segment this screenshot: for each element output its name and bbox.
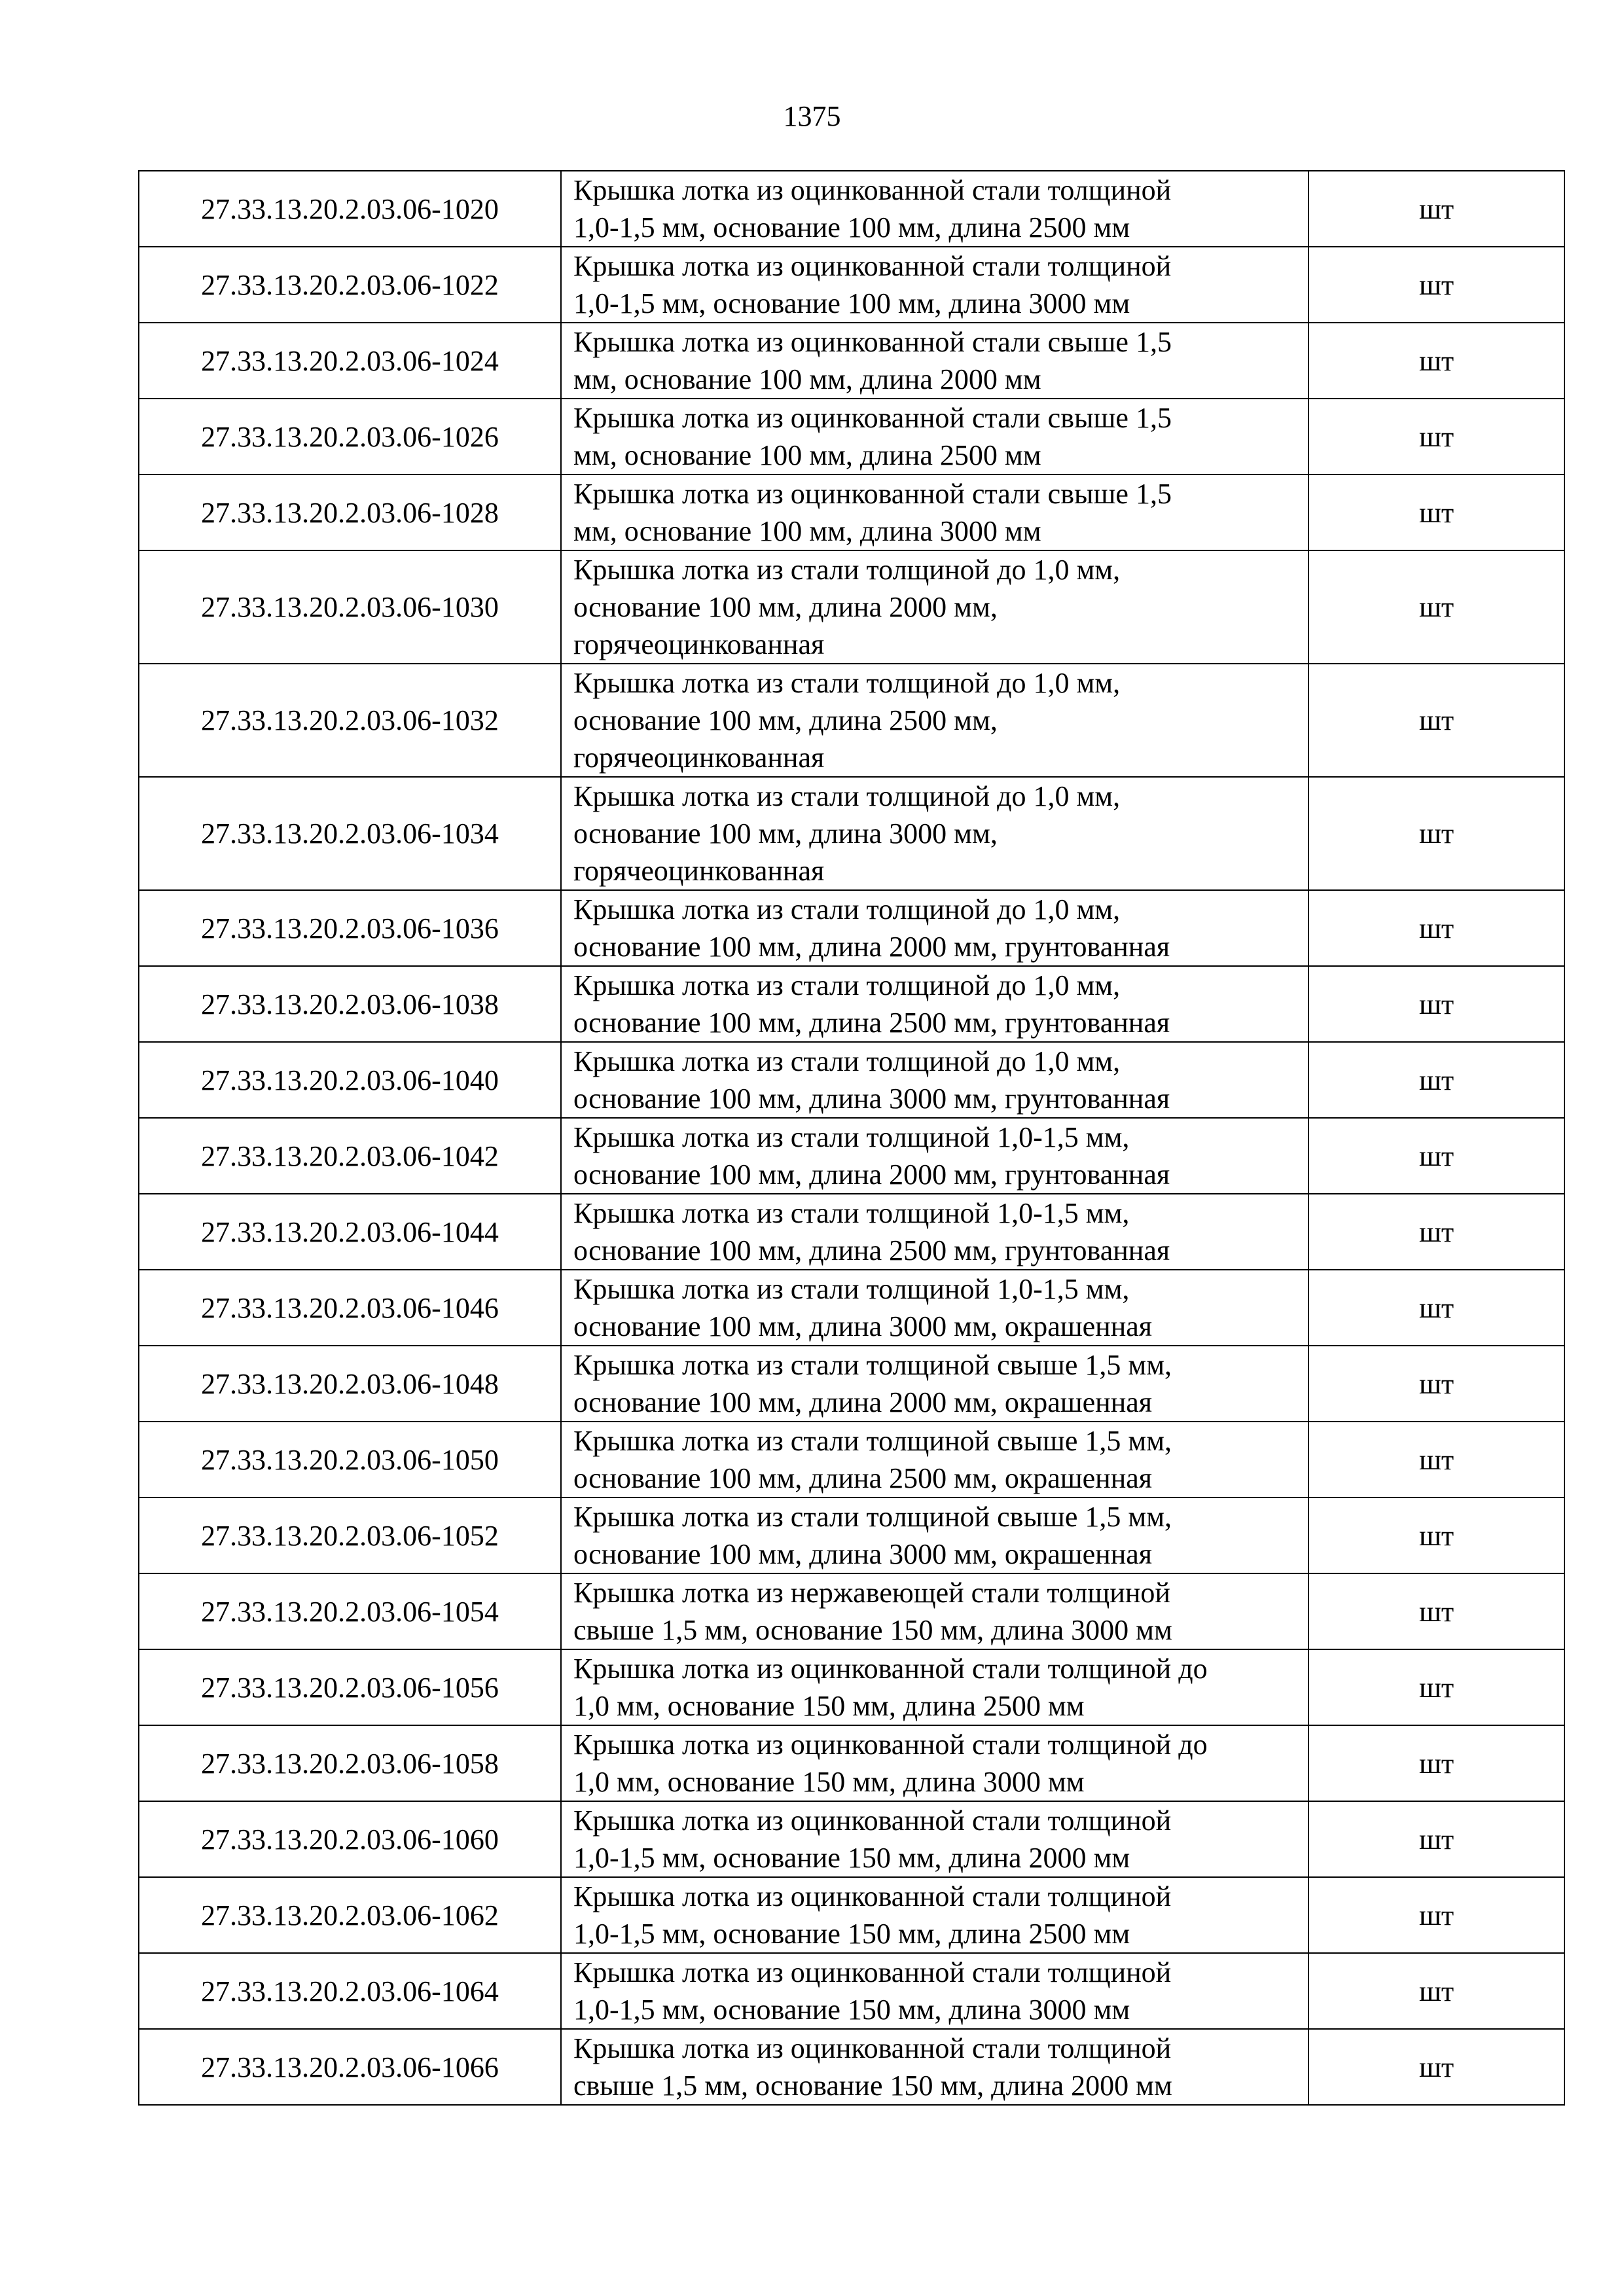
unit-cell: шт	[1308, 1801, 1564, 1877]
code-cell: 27.33.13.20.2.03.06-1066	[139, 2029, 561, 2105]
name-cell: Крышка лотка из стали толщиной свыше 1,5 мм, основание 100 мм, длина 2000 мм, окрашенная	[561, 1346, 1308, 1422]
table-row	[139, 1573, 1564, 1649]
code-cell: 27.33.13.20.2.03.06-1024	[139, 323, 561, 399]
name-cell: Крышка лотка из оцинкованной стали толщиной свыше 1,5 мм, основание 150 мм, длина 2000 мм	[561, 2029, 1308, 2105]
table-row	[139, 2029, 1564, 2105]
code-cell: 27.33.13.20.2.03.06-1032	[139, 664, 561, 777]
name-cell: Крышка лотка из оцинкованной стали толщиной 1,0-1,5 мм, основание 100 мм, длина 3000 мм	[561, 247, 1308, 323]
name-cell: Крышка лотка из оцинкованной стали толщиной 1,0-1,5 мм, основание 100 мм, длина 2500 мм	[561, 171, 1308, 247]
table-row	[139, 1725, 1564, 1801]
name-cell: Крышка лотка из оцинкованной стали свыше 1,5 мм, основание 100 мм, длина 2000 мм	[561, 323, 1308, 399]
code-cell: 27.33.13.20.2.03.06-1054	[139, 1573, 561, 1649]
name-cell: Крышка лотка из стали толщиной до 1,0 мм, основание 100 мм, длина 2500 мм, грунтованная	[561, 966, 1308, 1042]
name-cell: Крышка лотка из стали толщиной 1,0-1,5 мм, основание 100 мм, длина 3000 мм, окрашенная	[561, 1270, 1308, 1346]
table-row	[139, 1194, 1564, 1270]
name-cell: Крышка лотка из нержавеющей стали толщиной свыше 1,5 мм, основание 150 мм, длина 3000 мм	[561, 1573, 1308, 1649]
unit-cell: шт	[1308, 1270, 1564, 1346]
name-cell: Крышка лотка из оцинкованной стали свыше 1,5 мм, основание 100 мм, длина 3000 мм	[561, 475, 1308, 550]
table-row	[139, 1801, 1564, 1877]
unit-cell: шт	[1308, 777, 1564, 890]
table-row	[139, 323, 1564, 399]
unit-cell: шт	[1308, 1118, 1564, 1194]
table-row	[139, 1346, 1564, 1422]
table-row	[139, 1118, 1564, 1194]
unit-cell: шт	[1308, 1725, 1564, 1801]
code-cell: 27.33.13.20.2.03.06-1036	[139, 890, 561, 966]
code-cell: 27.33.13.20.2.03.06-1040	[139, 1042, 561, 1118]
unit-cell: шт	[1308, 475, 1564, 550]
table-row	[139, 171, 1564, 247]
unit-cell: шт	[1308, 1877, 1564, 1953]
code-cell: 27.33.13.20.2.03.06-1052	[139, 1498, 561, 1573]
name-cell: Крышка лотка из стали толщиной до 1,0 мм, основание 100 мм, длина 2000 мм, горячеоцинкованная	[561, 550, 1308, 664]
unit-cell: шт	[1308, 399, 1564, 475]
table-row	[139, 550, 1564, 664]
table-row	[139, 1270, 1564, 1346]
name-cell: Крышка лотка из стали толщиной до 1,0 мм, основание 100 мм, длина 3000 мм, горячеоцинкованная	[561, 777, 1308, 890]
unit-cell: шт	[1308, 2029, 1564, 2105]
name-cell: Крышка лотка из оцинкованной стали толщиной до 1,0 мм, основание 150 мм, длина 3000 мм	[561, 1725, 1308, 1801]
unit-cell: шт	[1308, 1422, 1564, 1498]
code-cell: 27.33.13.20.2.03.06-1048	[139, 1346, 561, 1422]
unit-cell: шт	[1308, 1649, 1564, 1725]
unit-cell: шт	[1308, 550, 1564, 664]
name-cell: Крышка лотка из оцинкованной стали толщиной 1,0-1,5 мм, основание 150 мм, длина 2500 мм	[561, 1877, 1308, 1953]
unit-cell: шт	[1308, 966, 1564, 1042]
code-cell: 27.33.13.20.2.03.06-1058	[139, 1725, 561, 1801]
code-cell: 27.33.13.20.2.03.06-1060	[139, 1801, 561, 1877]
unit-cell: шт	[1308, 323, 1564, 399]
code-cell: 27.33.13.20.2.03.06-1046	[139, 1270, 561, 1346]
unit-cell: шт	[1308, 664, 1564, 777]
code-cell: 27.33.13.20.2.03.06-1030	[139, 550, 561, 664]
code-cell: 27.33.13.20.2.03.06-1050	[139, 1422, 561, 1498]
unit-cell: шт	[1308, 1346, 1564, 1422]
table-row	[139, 1422, 1564, 1498]
name-cell: Крышка лотка из оцинкованной стали толщиной до 1,0 мм, основание 150 мм, длина 2500 мм	[561, 1649, 1308, 1725]
name-cell: Крышка лотка из стали толщиной свыше 1,5 мм, основание 100 мм, длина 2500 мм, окрашенная	[561, 1422, 1308, 1498]
table-row	[139, 1042, 1564, 1118]
code-cell: 27.33.13.20.2.03.06-1064	[139, 1953, 561, 2029]
name-cell: Крышка лотка из стали толщиной до 1,0 мм, основание 100 мм, длина 3000 мм, грунтованная	[561, 1042, 1308, 1118]
code-cell: 27.33.13.20.2.03.06-1038	[139, 966, 561, 1042]
name-cell: Крышка лотка из оцинкованной стали свыше 1,5 мм, основание 100 мм, длина 2500 мм	[561, 399, 1308, 475]
table-body	[139, 171, 1564, 2105]
code-cell: 27.33.13.20.2.03.06-1026	[139, 399, 561, 475]
code-cell: 27.33.13.20.2.03.06-1028	[139, 475, 561, 550]
unit-cell: шт	[1308, 1573, 1564, 1649]
unit-cell: шт	[1308, 890, 1564, 966]
unit-cell: шт	[1308, 1953, 1564, 2029]
name-cell: Крышка лотка из оцинкованной стали толщиной 1,0-1,5 мм, основание 150 мм, длина 3000 мм	[561, 1953, 1308, 2029]
code-cell: 27.33.13.20.2.03.06-1042	[139, 1118, 561, 1194]
name-cell: Крышка лотка из стали толщиной до 1,0 мм, основание 100 мм, длина 2000 мм, грунтованная	[561, 890, 1308, 966]
name-cell: Крышка лотка из стали толщиной 1,0-1,5 мм, основание 100 мм, длина 2500 мм, грунтованная	[561, 1194, 1308, 1270]
unit-cell: шт	[1308, 247, 1564, 323]
table-row	[139, 966, 1564, 1042]
code-cell: 27.33.13.20.2.03.06-1062	[139, 1877, 561, 1953]
name-cell: Крышка лотка из оцинкованной стали толщиной 1,0-1,5 мм, основание 150 мм, длина 2000 мм	[561, 1801, 1308, 1877]
unit-cell: шт	[1308, 1498, 1564, 1573]
unit-cell: шт	[1308, 1042, 1564, 1118]
table-row	[139, 890, 1564, 966]
name-cell: Крышка лотка из стали толщиной до 1,0 мм, основание 100 мм, длина 2500 мм, горячеоцинкованная	[561, 664, 1308, 777]
unit-cell: шт	[1308, 171, 1564, 247]
unit-cell: шт	[1308, 1194, 1564, 1270]
table-row	[139, 1498, 1564, 1573]
code-cell: 27.33.13.20.2.03.06-1022	[139, 247, 561, 323]
table-row	[139, 475, 1564, 550]
table-row	[139, 399, 1564, 475]
code-cell: 27.33.13.20.2.03.06-1044	[139, 1194, 561, 1270]
code-cell: 27.33.13.20.2.03.06-1034	[139, 777, 561, 890]
table-row	[139, 1649, 1564, 1725]
page-number: 1375	[783, 100, 841, 132]
code-cell: 27.33.13.20.2.03.06-1020	[139, 171, 561, 247]
table-row	[139, 664, 1564, 777]
table-row	[139, 1953, 1564, 2029]
materials-table	[138, 170, 1565, 2106]
name-cell: Крышка лотка из стали толщиной 1,0-1,5 мм, основание 100 мм, длина 2000 мм, грунтованная	[561, 1118, 1308, 1194]
table-row	[139, 1877, 1564, 1953]
code-cell: 27.33.13.20.2.03.06-1056	[139, 1649, 561, 1725]
table-row	[139, 777, 1564, 890]
name-cell: Крышка лотка из стали толщиной свыше 1,5 мм, основание 100 мм, длина 3000 мм, окрашенная	[561, 1498, 1308, 1573]
table-row	[139, 247, 1564, 323]
